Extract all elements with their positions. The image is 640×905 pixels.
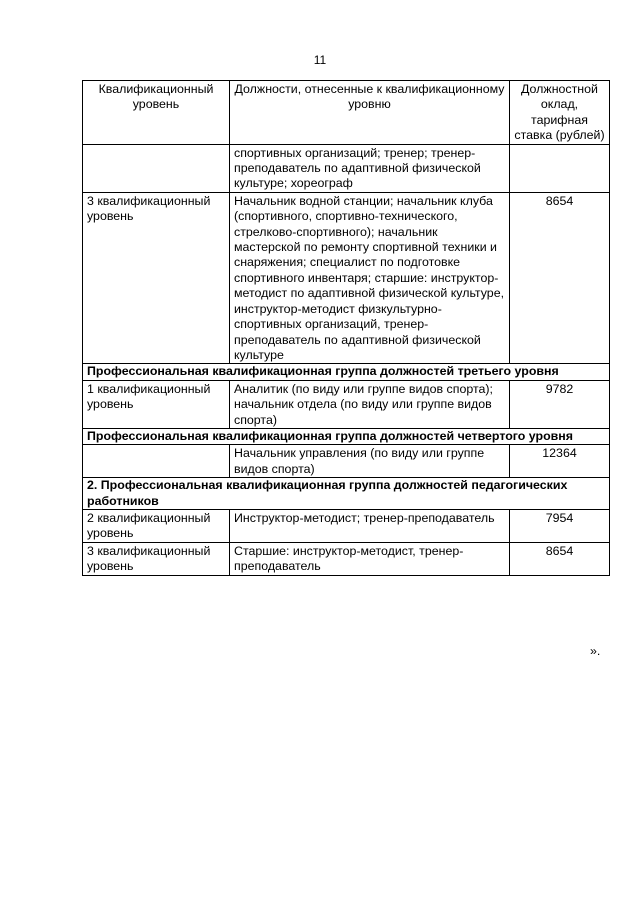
table-row <box>83 144 610 192</box>
closing-quote-mark: ». <box>590 644 601 658</box>
group-heading-row <box>83 478 610 510</box>
table-row <box>83 542 610 575</box>
qualification-table <box>82 80 610 576</box>
salary-cell: 8654 <box>510 542 610 575</box>
table-row <box>83 192 610 363</box>
level-cell: 2 квалификационный уровень <box>83 509 230 542</box>
positions-cell: Начальник водной станции; начальник клуба (спортивного, спортивно-технического, стрелково-спортивного); начальник мастерской по ремонту спортивной техники и снаряжения; специалист по подготовке спортивного инвентаря; старшие: инструктор-методист по адаптивной физической культуре, инструктор-методист физкультурно-спортивных организаций, тренер-преподаватель по адаптивной физической культуре <box>230 192 510 363</box>
level-cell: 3 квалификационный уровень <box>83 542 230 575</box>
salary-cell <box>510 144 610 192</box>
header-positions: Должности, отнесенные к квалификационному уровню <box>230 81 510 145</box>
group-title: Профессиональная квалификационная группа должностей четвертого уровня <box>83 428 610 444</box>
salary-cell: 8654 <box>510 192 610 363</box>
level-cell: 1 квалификационный уровень <box>83 380 230 428</box>
table-row <box>83 380 610 428</box>
positions-cell: Начальник управления (по виду или группе видов спорта) <box>230 445 510 478</box>
header-salary: Должностной оклад, тарифная ставка (рублей) <box>510 81 610 145</box>
group-title: Профессиональная квалификационная группа должностей третьего уровня <box>83 364 610 380</box>
positions-cell: спортивных организаций; тренер; тренер-преподаватель по адаптивной физической культуре; хореограф <box>230 144 510 192</box>
group-heading-row <box>83 428 610 444</box>
header-level: Квалификационный уровень <box>83 81 230 145</box>
positions-cell: Старшие: инструктор-методист, тренер-преподаватель <box>230 542 510 575</box>
level-cell <box>83 445 230 478</box>
salary-cell: 9782 <box>510 380 610 428</box>
level-cell: 3 квалификационный уровень <box>83 192 230 363</box>
group-heading-row <box>83 364 610 380</box>
page-number: 11 <box>313 53 327 67</box>
positions-cell: Аналитик (по виду или группе видов спорта); начальник отдела (по виду или группе видов спорта) <box>230 380 510 428</box>
level-cell <box>83 144 230 192</box>
salary-cell: 12364 <box>510 445 610 478</box>
positions-cell: Инструктор-методист; тренер-преподаватель <box>230 509 510 542</box>
table-header-row <box>83 81 610 145</box>
table-row <box>83 445 610 478</box>
salary-cell: 7954 <box>510 509 610 542</box>
table-row <box>83 509 610 542</box>
group-title: 2. Профессиональная квалификационная группа должностей педагогических работников <box>83 478 610 510</box>
